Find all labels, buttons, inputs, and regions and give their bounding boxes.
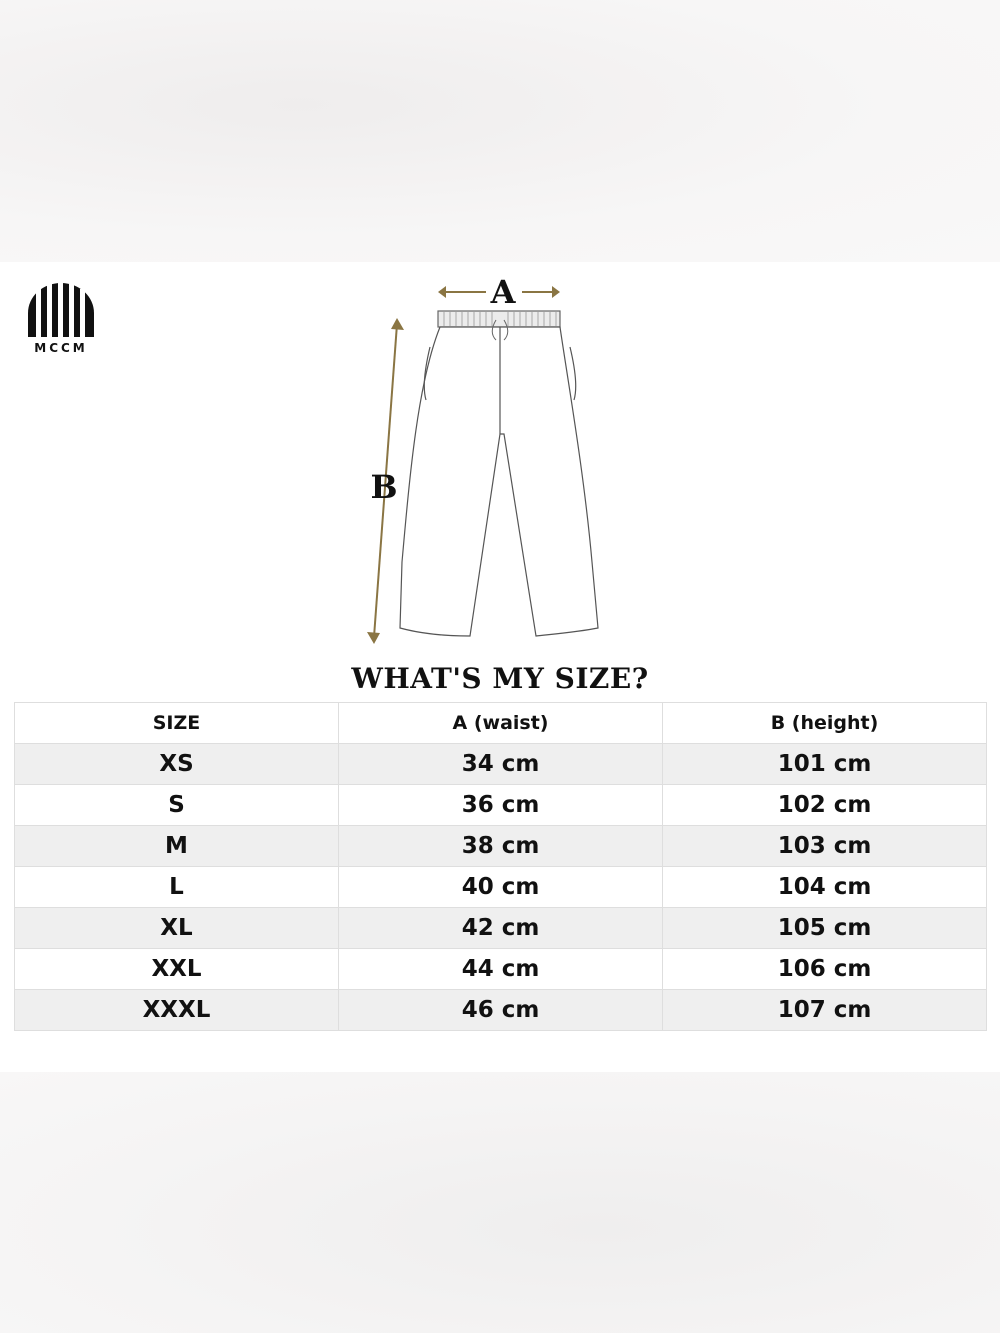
cell-size: XXXL [15, 990, 339, 1031]
cell-size: L [15, 867, 339, 908]
cell-waist: 44 cm [339, 949, 663, 990]
cell-waist: 42 cm [339, 908, 663, 949]
cell-waist: 40 cm [339, 867, 663, 908]
cell-waist: 46 cm [339, 990, 663, 1031]
cell-height: 106 cm [663, 949, 987, 990]
cell-waist: 36 cm [339, 785, 663, 826]
table-row [15, 744, 987, 785]
table-header-row [15, 703, 987, 744]
cell-waist: 38 cm [339, 826, 663, 867]
header-waist: A (waist) [339, 703, 663, 744]
dome-logo-icon [26, 281, 96, 341]
table-row [15, 908, 987, 949]
label-a: A [490, 273, 516, 311]
cell-size: S [15, 785, 339, 826]
brand-logo [26, 281, 96, 361]
cell-height: 103 cm [663, 826, 987, 867]
cell-height: 101 cm [663, 744, 987, 785]
pants-outline-icon [400, 311, 598, 636]
top-background-band [0, 0, 1000, 262]
cell-size: XS [15, 744, 339, 785]
cell-size: XL [15, 908, 339, 949]
header-height: B (height) [663, 703, 987, 744]
size-chart-card [0, 262, 1000, 1072]
logo-text: MCCM [34, 341, 88, 355]
label-b: B [370, 468, 398, 506]
table-row [15, 826, 987, 867]
cell-size: M [15, 826, 339, 867]
table-row [15, 990, 987, 1031]
pants-diagram [360, 272, 610, 652]
table-row [15, 867, 987, 908]
cell-size: XXL [15, 949, 339, 990]
table-row [15, 785, 987, 826]
pants-measurement-svg [360, 272, 610, 652]
cell-height: 105 cm [663, 908, 987, 949]
bottom-background-band [0, 1072, 1000, 1333]
cell-height: 104 cm [663, 867, 987, 908]
page-title: WHAT'S MY SIZE? [351, 662, 649, 695]
cell-height: 102 cm [663, 785, 987, 826]
table-row [15, 949, 987, 990]
size-table [14, 702, 987, 1031]
header-size: SIZE [15, 703, 339, 744]
cell-height: 107 cm [663, 990, 987, 1031]
cell-waist: 34 cm [339, 744, 663, 785]
